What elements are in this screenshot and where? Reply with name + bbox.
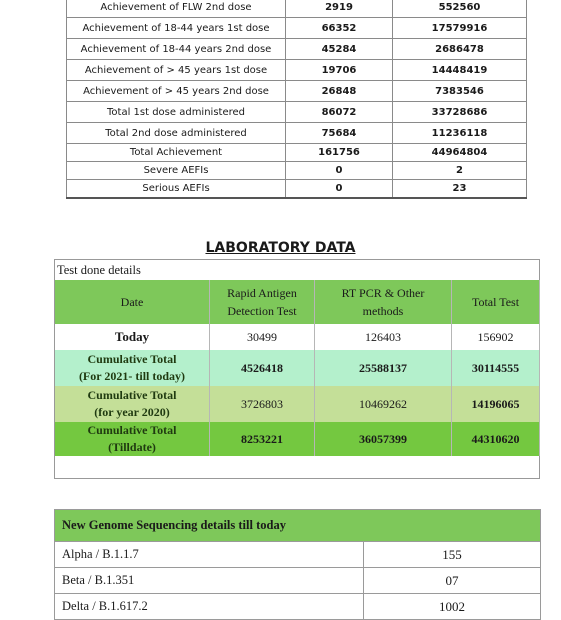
- total-value: 156902: [452, 324, 540, 350]
- cumulative-value: 14448419: [393, 60, 527, 81]
- laboratory-table: [54, 259, 540, 479]
- cumulative-value: 11236118: [393, 123, 527, 144]
- table-row: [55, 594, 541, 620]
- cumulative-value: 44964804: [393, 144, 527, 162]
- table-row-cumulative-2021: [55, 350, 540, 386]
- daily-value: 75684: [286, 123, 393, 144]
- rapid-value: 4526418: [210, 350, 315, 386]
- label-line: Cumulative Total: [87, 388, 177, 402]
- header-line: Rapid Antigen: [227, 286, 297, 300]
- table-row: [67, 0, 527, 18]
- row-label: Today: [55, 324, 210, 350]
- label-line: (For 2021- till today): [78, 369, 186, 383]
- variant-name: Alpha / B.1.1.7: [55, 542, 364, 568]
- variant-count: 07: [364, 568, 541, 594]
- cumulative-value: 2: [393, 162, 527, 180]
- label-line: (Tilldate): [108, 440, 156, 454]
- table-row: [67, 60, 527, 81]
- total-value: 44310620: [452, 422, 540, 456]
- daily-value: 45284: [286, 39, 393, 60]
- row-label: Achievement of FLW 2nd dose: [67, 0, 286, 18]
- cumulative-value: 552560: [393, 0, 527, 18]
- daily-value: 0: [286, 180, 393, 199]
- column-header-rt-pcr: [315, 280, 452, 324]
- label-line: Cumulative Total: [87, 423, 177, 437]
- variant-count: 1002: [364, 594, 541, 620]
- table-row: [67, 144, 527, 162]
- row-label: Achievement of 18-44 years 1st dose: [67, 18, 286, 39]
- table-caption: Test done details: [57, 262, 141, 277]
- table-row: [67, 162, 527, 180]
- rtpcr-value: 10469262: [315, 386, 452, 422]
- rtpcr-value: 25588137: [315, 350, 452, 386]
- table-row-cumulative-2020: [55, 386, 540, 422]
- column-header-date: Date: [55, 280, 210, 324]
- genome-title: New Genome Sequencing details till today: [55, 510, 541, 542]
- table-row: [67, 180, 527, 199]
- daily-value: 0: [286, 162, 393, 180]
- table-row: [55, 568, 541, 594]
- cumulative-value: 2686478: [393, 39, 527, 60]
- label-line: Cumulative Total: [87, 352, 177, 366]
- row-label: Serious AEFIs: [67, 180, 286, 199]
- header-line: RT PCR & Other: [341, 286, 425, 300]
- daily-value: 86072: [286, 102, 393, 123]
- row-label: [55, 350, 210, 386]
- table-header-row: [55, 280, 540, 324]
- daily-value: 26848: [286, 81, 393, 102]
- vaccination-table: [66, 0, 527, 199]
- table-row-today: [55, 324, 540, 350]
- row-label: [55, 386, 210, 422]
- rtpcr-value: 36057399: [315, 422, 452, 456]
- cumulative-value: 23: [393, 180, 527, 199]
- cumulative-value: 7383546: [393, 81, 527, 102]
- column-header-total-test: Total Test: [452, 280, 540, 324]
- variant-name: Delta / B.1.617.2: [55, 594, 364, 620]
- table-row: [55, 542, 541, 568]
- header-line: Detection Test: [227, 304, 297, 318]
- label-line: (for year 2020): [94, 405, 170, 419]
- table-spacer-row: [55, 456, 540, 479]
- column-header-rapid-antigen: [210, 280, 315, 324]
- table-row: [67, 123, 527, 144]
- row-label: [55, 422, 210, 456]
- row-label: Total 2nd dose administered: [67, 123, 286, 144]
- table-row: [67, 81, 527, 102]
- laboratory-title: LABORATORY DATA: [205, 240, 356, 256]
- cumulative-value: 33728686: [393, 102, 527, 123]
- row-label: Total 1st dose administered: [67, 102, 286, 123]
- row-label: Achievement of 18-44 years 2nd dose: [67, 39, 286, 60]
- table-row-cumulative-tilldate: [55, 422, 540, 456]
- rapid-value: 30499: [210, 324, 315, 350]
- total-value: 14196065: [452, 386, 540, 422]
- daily-value: 19706: [286, 60, 393, 81]
- total-value: 30114555: [452, 350, 540, 386]
- daily-value: 2919: [286, 0, 393, 18]
- empty-cell: [55, 456, 540, 479]
- row-label: Achievement of > 45 years 1st dose: [67, 60, 286, 81]
- header-line: methods: [362, 304, 404, 318]
- rapid-value: 8253221: [210, 422, 315, 456]
- table-row: [67, 102, 527, 123]
- genome-header-row: [55, 510, 541, 542]
- table-row: [67, 39, 527, 60]
- variant-name: Beta / B.1.351: [55, 568, 364, 594]
- row-label: Severe AEFIs: [67, 162, 286, 180]
- daily-value: 161756: [286, 144, 393, 162]
- cumulative-value: 17579916: [393, 18, 527, 39]
- genome-table: [54, 509, 541, 620]
- variant-count: 155: [364, 542, 541, 568]
- table-caption-row: [55, 260, 540, 281]
- rapid-value: 3726803: [210, 386, 315, 422]
- row-label: Achievement of > 45 years 2nd dose: [67, 81, 286, 102]
- daily-value: 66352: [286, 18, 393, 39]
- table-row: [67, 18, 527, 39]
- row-label: Total Achievement: [67, 144, 286, 162]
- rtpcr-value: 126403: [315, 324, 452, 350]
